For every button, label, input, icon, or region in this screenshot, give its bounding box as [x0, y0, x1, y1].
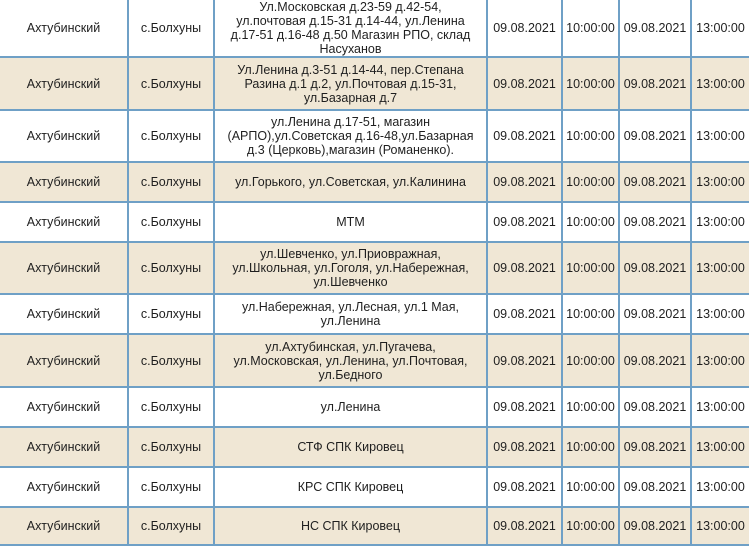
district-cell: Ахтубинский	[0, 387, 128, 427]
start-time-cell: 10:00:00	[562, 57, 619, 110]
end-date-cell: 09.08.2021	[619, 387, 691, 427]
start-time-cell: 10:00:00	[562, 110, 619, 162]
start-time-cell: 10:00:00	[562, 334, 619, 387]
end-time-cell: 13:00:00	[691, 202, 749, 242]
start-date-cell: 09.08.2021	[487, 507, 562, 545]
end-time-cell: 13:00:00	[691, 0, 749, 57]
locality-cell: с.Болхуны	[128, 202, 214, 242]
district-cell: Ахтубинский	[0, 202, 128, 242]
table-row	[0, 0, 749, 57]
locality-cell: с.Болхуны	[128, 110, 214, 162]
district-cell: Ахтубинский	[0, 110, 128, 162]
address-cell: Ул.Ленина д.3-51 д.14-44, пер.Степана Разина д.1 д.2, ул.Почтовая д.15-31, ул.Базарная д.7	[214, 57, 487, 110]
start-time-cell: 10:00:00	[562, 427, 619, 467]
start-time-cell: 10:00:00	[562, 507, 619, 545]
table-row	[0, 202, 749, 242]
end-time-cell: 13:00:00	[691, 242, 749, 294]
district-cell: Ахтубинский	[0, 0, 128, 57]
locality-cell: с.Болхуны	[128, 427, 214, 467]
end-date-cell: 09.08.2021	[619, 202, 691, 242]
district-cell: Ахтубинский	[0, 242, 128, 294]
start-date-cell: 09.08.2021	[487, 334, 562, 387]
locality-cell: с.Болхуны	[128, 467, 214, 507]
locality-cell: с.Болхуны	[128, 334, 214, 387]
end-time-cell: 13:00:00	[691, 427, 749, 467]
end-date-cell: 09.08.2021	[619, 334, 691, 387]
start-time-cell: 10:00:00	[562, 387, 619, 427]
end-time-cell: 13:00:00	[691, 294, 749, 334]
end-time-cell: 13:00:00	[691, 162, 749, 202]
table-row	[0, 427, 749, 467]
end-date-cell: 09.08.2021	[619, 162, 691, 202]
address-cell: СТФ СПК Кировец	[214, 427, 487, 467]
address-cell: ул.Ленина	[214, 387, 487, 427]
address-cell: ул.Шевченко, ул.Приовражная, ул.Школьная, ул.Гоголя, ул.Набережная, ул.Шевченко	[214, 242, 487, 294]
table-row	[0, 467, 749, 507]
start-date-cell: 09.08.2021	[487, 427, 562, 467]
district-cell: Ахтубинский	[0, 57, 128, 110]
district-cell: Ахтубинский	[0, 507, 128, 545]
district-cell: Ахтубинский	[0, 294, 128, 334]
table-row	[0, 387, 749, 427]
locality-cell: с.Болхуны	[128, 294, 214, 334]
table-row	[0, 294, 749, 334]
end-date-cell: 09.08.2021	[619, 427, 691, 467]
address-cell: ул.Ахтубинская, ул.Пугачева, ул.Московская, ул.Ленина, ул.Почтовая, ул.Бедного	[214, 334, 487, 387]
table-row	[0, 162, 749, 202]
address-cell: МТМ	[214, 202, 487, 242]
locality-cell: с.Болхуны	[128, 57, 214, 110]
start-date-cell: 09.08.2021	[487, 162, 562, 202]
locality-cell: с.Болхуны	[128, 242, 214, 294]
district-cell: Ахтубинский	[0, 467, 128, 507]
district-cell: Ахтубинский	[0, 427, 128, 467]
table-row	[0, 110, 749, 162]
end-time-cell: 13:00:00	[691, 387, 749, 427]
district-cell: Ахтубинский	[0, 162, 128, 202]
end-time-cell: 13:00:00	[691, 110, 749, 162]
end-time-cell: 13:00:00	[691, 334, 749, 387]
table-row	[0, 334, 749, 387]
address-cell: КРС СПК Кировец	[214, 467, 487, 507]
address-cell: НС СПК Кировец	[214, 507, 487, 545]
table-row	[0, 57, 749, 110]
table-row	[0, 507, 749, 545]
start-time-cell: 10:00:00	[562, 202, 619, 242]
end-date-cell: 09.08.2021	[619, 0, 691, 57]
start-date-cell: 09.08.2021	[487, 202, 562, 242]
end-date-cell: 09.08.2021	[619, 242, 691, 294]
start-date-cell: 09.08.2021	[487, 0, 562, 57]
end-time-cell: 13:00:00	[691, 57, 749, 110]
start-time-cell: 10:00:00	[562, 294, 619, 334]
district-cell: Ахтубинский	[0, 334, 128, 387]
locality-cell: с.Болхуны	[128, 387, 214, 427]
end-date-cell: 09.08.2021	[619, 294, 691, 334]
end-time-cell: 13:00:00	[691, 467, 749, 507]
start-date-cell: 09.08.2021	[487, 294, 562, 334]
address-cell: ул.Ленина д.17-51, магазин (АРПО),ул.Советская д.16-48,ул.Базарная д.3 (Церковь),магазин (Романенко).	[214, 110, 487, 162]
locality-cell: с.Болхуны	[128, 162, 214, 202]
locality-cell: с.Болхуны	[128, 507, 214, 545]
address-cell: Ул.Московская д.23-59 д.42-54, ул.почтовая д.15-31 д.14-44, ул.Ленина д.17-51 д.16-48 д.50 Магазин РПО, склад Насуханов	[214, 0, 487, 57]
address-cell: ул.Горького, ул.Советская, ул.Калинина	[214, 162, 487, 202]
start-date-cell: 09.08.2021	[487, 467, 562, 507]
start-time-cell: 10:00:00	[562, 242, 619, 294]
start-time-cell: 10:00:00	[562, 162, 619, 202]
start-date-cell: 09.08.2021	[487, 242, 562, 294]
end-date-cell: 09.08.2021	[619, 57, 691, 110]
address-cell: ул.Набережная, ул.Лесная, ул.1 Мая, ул.Ленина	[214, 294, 487, 334]
end-time-cell: 13:00:00	[691, 507, 749, 545]
start-time-cell: 10:00:00	[562, 0, 619, 57]
start-date-cell: 09.08.2021	[487, 387, 562, 427]
end-date-cell: 09.08.2021	[619, 467, 691, 507]
start-date-cell: 09.08.2021	[487, 57, 562, 110]
start-time-cell: 10:00:00	[562, 467, 619, 507]
end-date-cell: 09.08.2021	[619, 507, 691, 545]
table-row	[0, 242, 749, 294]
start-date-cell: 09.08.2021	[487, 110, 562, 162]
end-date-cell: 09.08.2021	[619, 110, 691, 162]
locality-cell: с.Болхуны	[128, 0, 214, 57]
